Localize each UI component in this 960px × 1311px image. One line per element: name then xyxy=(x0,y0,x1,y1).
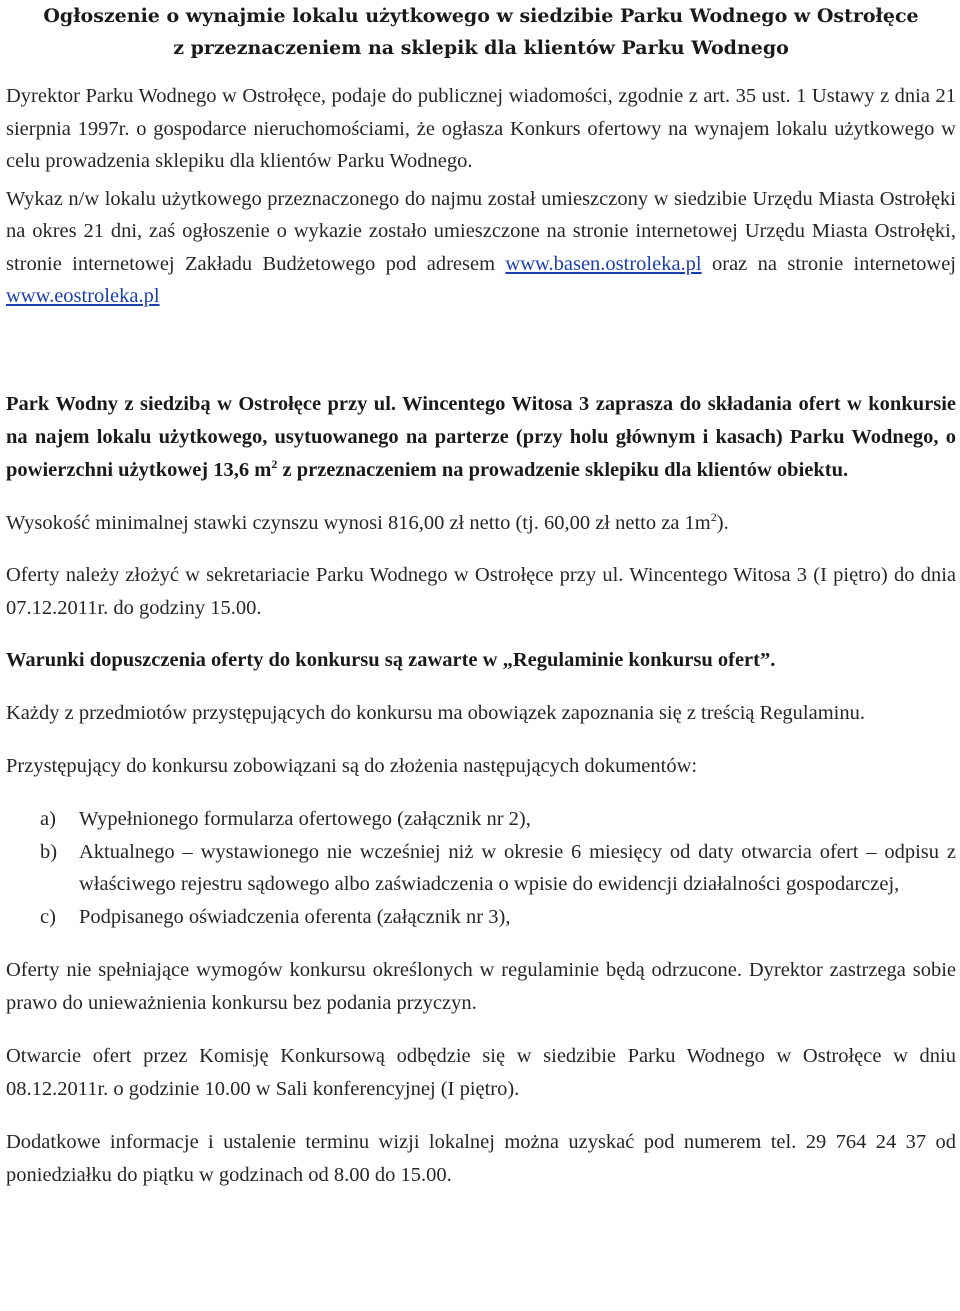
list-item-marker: b) xyxy=(40,840,58,863)
offers-submit-paragraph: Oferty należy złożyć w sekretariacie Parku Wodnego w Ostrołęce przy ul. Wincentego Witosa 3 (I piętro) do dnia 07.12.2011r. do godziny 15.00. xyxy=(6,564,956,619)
additional-info-paragraph: Dodatkowe informacje i ustalenie terminu wizji lokalnej można uzyskać pod numerem tel. 29 764 24 37 od poniedziałku do piątku w godzinach od 8.00 do 15.00. xyxy=(6,1131,956,1186)
documents-list xyxy=(6,803,956,933)
announcement-paragraph xyxy=(6,388,956,487)
announcement-text: Park Wodny z siedzibą w Ostrołęce przy ul. Wincentego Witosa 3 zaprasza do składania ofert w konkursie na najem lokalu użytkowego, usytuowanego na parterze (przy holu głównym i kasach) Parku Wodnego, o powierzchni użytkowej 13,6 m xyxy=(6,392,956,481)
wykaz-text-middle: oraz na stronie internetowej xyxy=(701,252,956,275)
list-item xyxy=(6,836,956,901)
title-line-1: Ogłoszenie o wynajmie lokalu użytkowego w siedzibie Parku Wodnego w Ostrołęce xyxy=(43,5,919,27)
documents-intro-paragraph: Przystępujący do konkursu zobowiązani są do złożenia następujących dokumentów: xyxy=(6,754,698,777)
rejection-paragraph: Oferty nie spełniające wymogów konkursu określonych w regulaminie będą odrzucone. Dyrektor zastrzega sobie prawo do unieważnienia konkursu bez podania przyczyn. xyxy=(6,959,956,1014)
list-item-marker: c) xyxy=(40,905,56,928)
list-item-text: Podpisanego oświadczenia oferenta (załącznik nr 3), xyxy=(79,905,511,928)
wykaz-text-before: Wykaz n/w lokalu użytkowego przeznaczonego do najmu został umieszczony w siedzibie Urzędu Miasta Ostrołęki na okres 21 dni, zaś ogłoszenie o wykazie zostało umieszczone na stronie internetowej Urzędu Miasta Ostrołęki, stronie internetowej Zakładu Budżetowego pod adresem xyxy=(6,187,956,275)
conditions-paragraph: Warunki dopuszczenia oferty do konkursu są zawarte w „Regulaminie konkursu ofert”. xyxy=(6,649,776,671)
list-item-text: Wypełnionego formularza ofertowego (załącznik nr 2), xyxy=(79,808,531,830)
wykaz-paragraph xyxy=(6,183,956,313)
title-line-2: z przeznaczeniem na sklepik dla klientów Parku Wodnego xyxy=(173,37,789,59)
intro-paragraph: Dyrektor Parku Wodnego w Ostrołęce, podaje do publicznej wiadomości, zgodnie z art. 35 ust. 1 Ustawy z dnia 21 sierpnia 1997r. o gospodarce nieruchomościami, że ogłasza Konkurs ofertowy na wynajem lokalu użytkowego w celu prowadzenia sklepiku dla klientów Parku Wodnego. xyxy=(6,85,956,172)
rent-text: Wysokość minimalnej stawki czynszu wynosi 816,00 zł netto (tj. 60,00 zł netto za 1m xyxy=(6,511,711,534)
document-page xyxy=(6,0,956,1191)
rent-sup: 2 xyxy=(710,509,717,524)
opening-paragraph: Otwarcie ofert przez Komisję Konkursową odbędzie się w siedzibie Parku Wodnego w Ostrołęce w dniu 08.12.2011r. o godzinie 10.00 w Sali konferencyjnej (I piętro). xyxy=(6,1045,956,1100)
list-item-marker: a) xyxy=(40,808,56,830)
announcement-sup: 2 xyxy=(271,456,278,471)
rent-paragraph xyxy=(6,507,956,540)
list-item xyxy=(6,901,956,934)
rent-text-end: ). xyxy=(716,511,729,534)
regulation-duty-paragraph: Każdy z przedmiotów przystępujących do konkursu ma obowiązek zapoznania się z treścią Regulaminu. xyxy=(6,702,865,724)
basen-website-link[interactable]: www.basen.ostroleka.pl xyxy=(505,252,702,275)
document-title xyxy=(6,0,956,64)
list-item-text: Aktualnego – wystawionego nie wcześniej niż w okresie 6 miesięcy od daty otwarcia ofert – odpisu z właściwego rejestru sądowego albo zaświadczenia o wpisie do ewidencji działalności gospodarczej, xyxy=(79,840,956,895)
eostroleka-website-link[interactable]: www.eostroleka.pl xyxy=(6,285,160,307)
list-item xyxy=(6,803,956,836)
announcement-text-end: z przeznaczeniem na prowadzenie sklepiku dla klientów obiektu. xyxy=(277,458,849,481)
